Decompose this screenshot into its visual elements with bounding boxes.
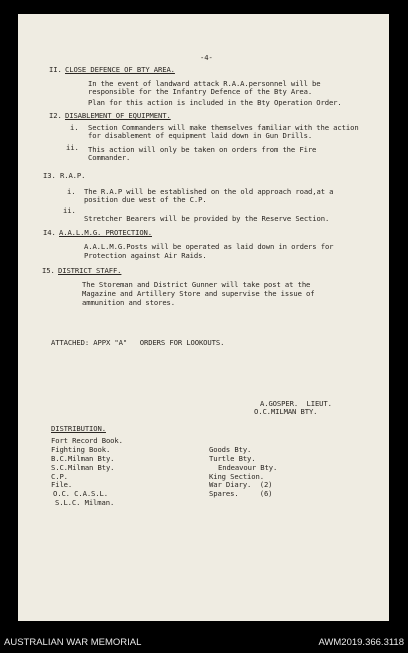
distribution-heading: DISTRIBUTION. (51, 424, 106, 433)
footer-institution: AUSTRALIAN WAR MEMORIAL (4, 637, 142, 648)
attached-note: ATTACHED: APPX "A" ORDERS FOR LOOKOUTS. (51, 338, 225, 347)
distribution-right-5: War Diary. (2) (209, 480, 273, 489)
section-13-item-2: Stretcher Bearers will be provided by the Reserve Section. (84, 214, 330, 223)
distribution-left-2: Fighting Book. (51, 445, 111, 454)
distribution-left-8: S.L.C. Milman. (55, 498, 115, 507)
section-13-title: R.A.P. (60, 171, 86, 180)
section-12-item-1b: for disablement of equipment laid down in Gun Drills. (88, 131, 313, 140)
section-12-item-2a: This action will only be taken on orders from the Fire (88, 145, 317, 154)
section-11-para-1a: In the event of landward attack R.A.A.personnel will be (88, 79, 321, 88)
section-13-item-1-num: i. (67, 187, 76, 196)
section-11-para-1b: responsible for the Infantry Defence of the Bty Area. (88, 87, 313, 96)
section-12-item-1a: Section Commanders will make themselves familiar with the action (88, 123, 359, 132)
section-12-item-2-num: ii. (66, 143, 79, 152)
section-14-title: A.A.L.M.G. PROTECTION. (59, 228, 152, 237)
distribution-left-7: O.C. C.A.S.L. (53, 489, 108, 498)
signature-title: O.C.MILMAN BTY. (254, 407, 318, 416)
distribution-left-5: C.P. (51, 472, 68, 481)
section-15-title: DISTRICT STAFF. (58, 266, 122, 275)
distribution-left-6: File. (51, 480, 73, 489)
section-12-title: DISABLEMENT OF EQUIPMENT. (65, 111, 171, 120)
section-13-item-1a: The R.A.P will be established on the old approach road,at a (84, 187, 334, 196)
section-12-item-1-num: i. (70, 123, 79, 132)
section-11-title: CLOSE DEFENCE OF BTY AREA. (65, 65, 175, 74)
footer-accession-number: AWM2019.366.3118 (318, 637, 404, 648)
distribution-right-6: Spares. (6) (209, 489, 273, 498)
section-14-line-2: Protection against Air Raids. (84, 251, 207, 260)
section-15-line-3: ammunition and stores. (82, 298, 175, 307)
section-14-number: I4. (43, 228, 56, 237)
section-12-number: I2. (49, 111, 62, 120)
section-11-para-2: Plan for this action is included in the Bty Operation Order. (88, 98, 342, 107)
section-13-number: I3. (43, 171, 56, 180)
section-13-item-2-num: ii. (63, 206, 76, 215)
distribution-left-3: B.C.Milman Bty. (51, 454, 115, 463)
section-13-item-1b: position due west of the C.P. (84, 195, 207, 204)
section-15-number: I5. (42, 266, 55, 275)
distribution-right-2: Turtle Bty. (209, 454, 256, 463)
section-15-line-1: The Storeman and District Gunner will take post at the (82, 280, 311, 289)
distribution-right-3: Endeavour Bty. (218, 463, 278, 472)
section-12-item-2b: Commander. (88, 153, 131, 162)
distribution-left-4: S.C.Milman Bty. (51, 463, 115, 472)
distribution-left-1: Fort Record Book. (51, 436, 123, 445)
signature-name: A.GOSPER. LIEUT. (260, 399, 332, 408)
page-number: -4- (200, 53, 213, 62)
document-page (18, 14, 389, 621)
section-15-line-2: Magazine and Artillery Store and supervise the issue of (82, 289, 315, 298)
distribution-right-1: Goods Bty. (209, 445, 252, 454)
section-14-line-1: A.A.L.M.G.Posts will be operated as laid down in orders for (84, 242, 334, 251)
archive-footer (0, 630, 408, 653)
section-11-number: II. (49, 65, 62, 74)
distribution-right-4: King Section. (209, 472, 264, 481)
